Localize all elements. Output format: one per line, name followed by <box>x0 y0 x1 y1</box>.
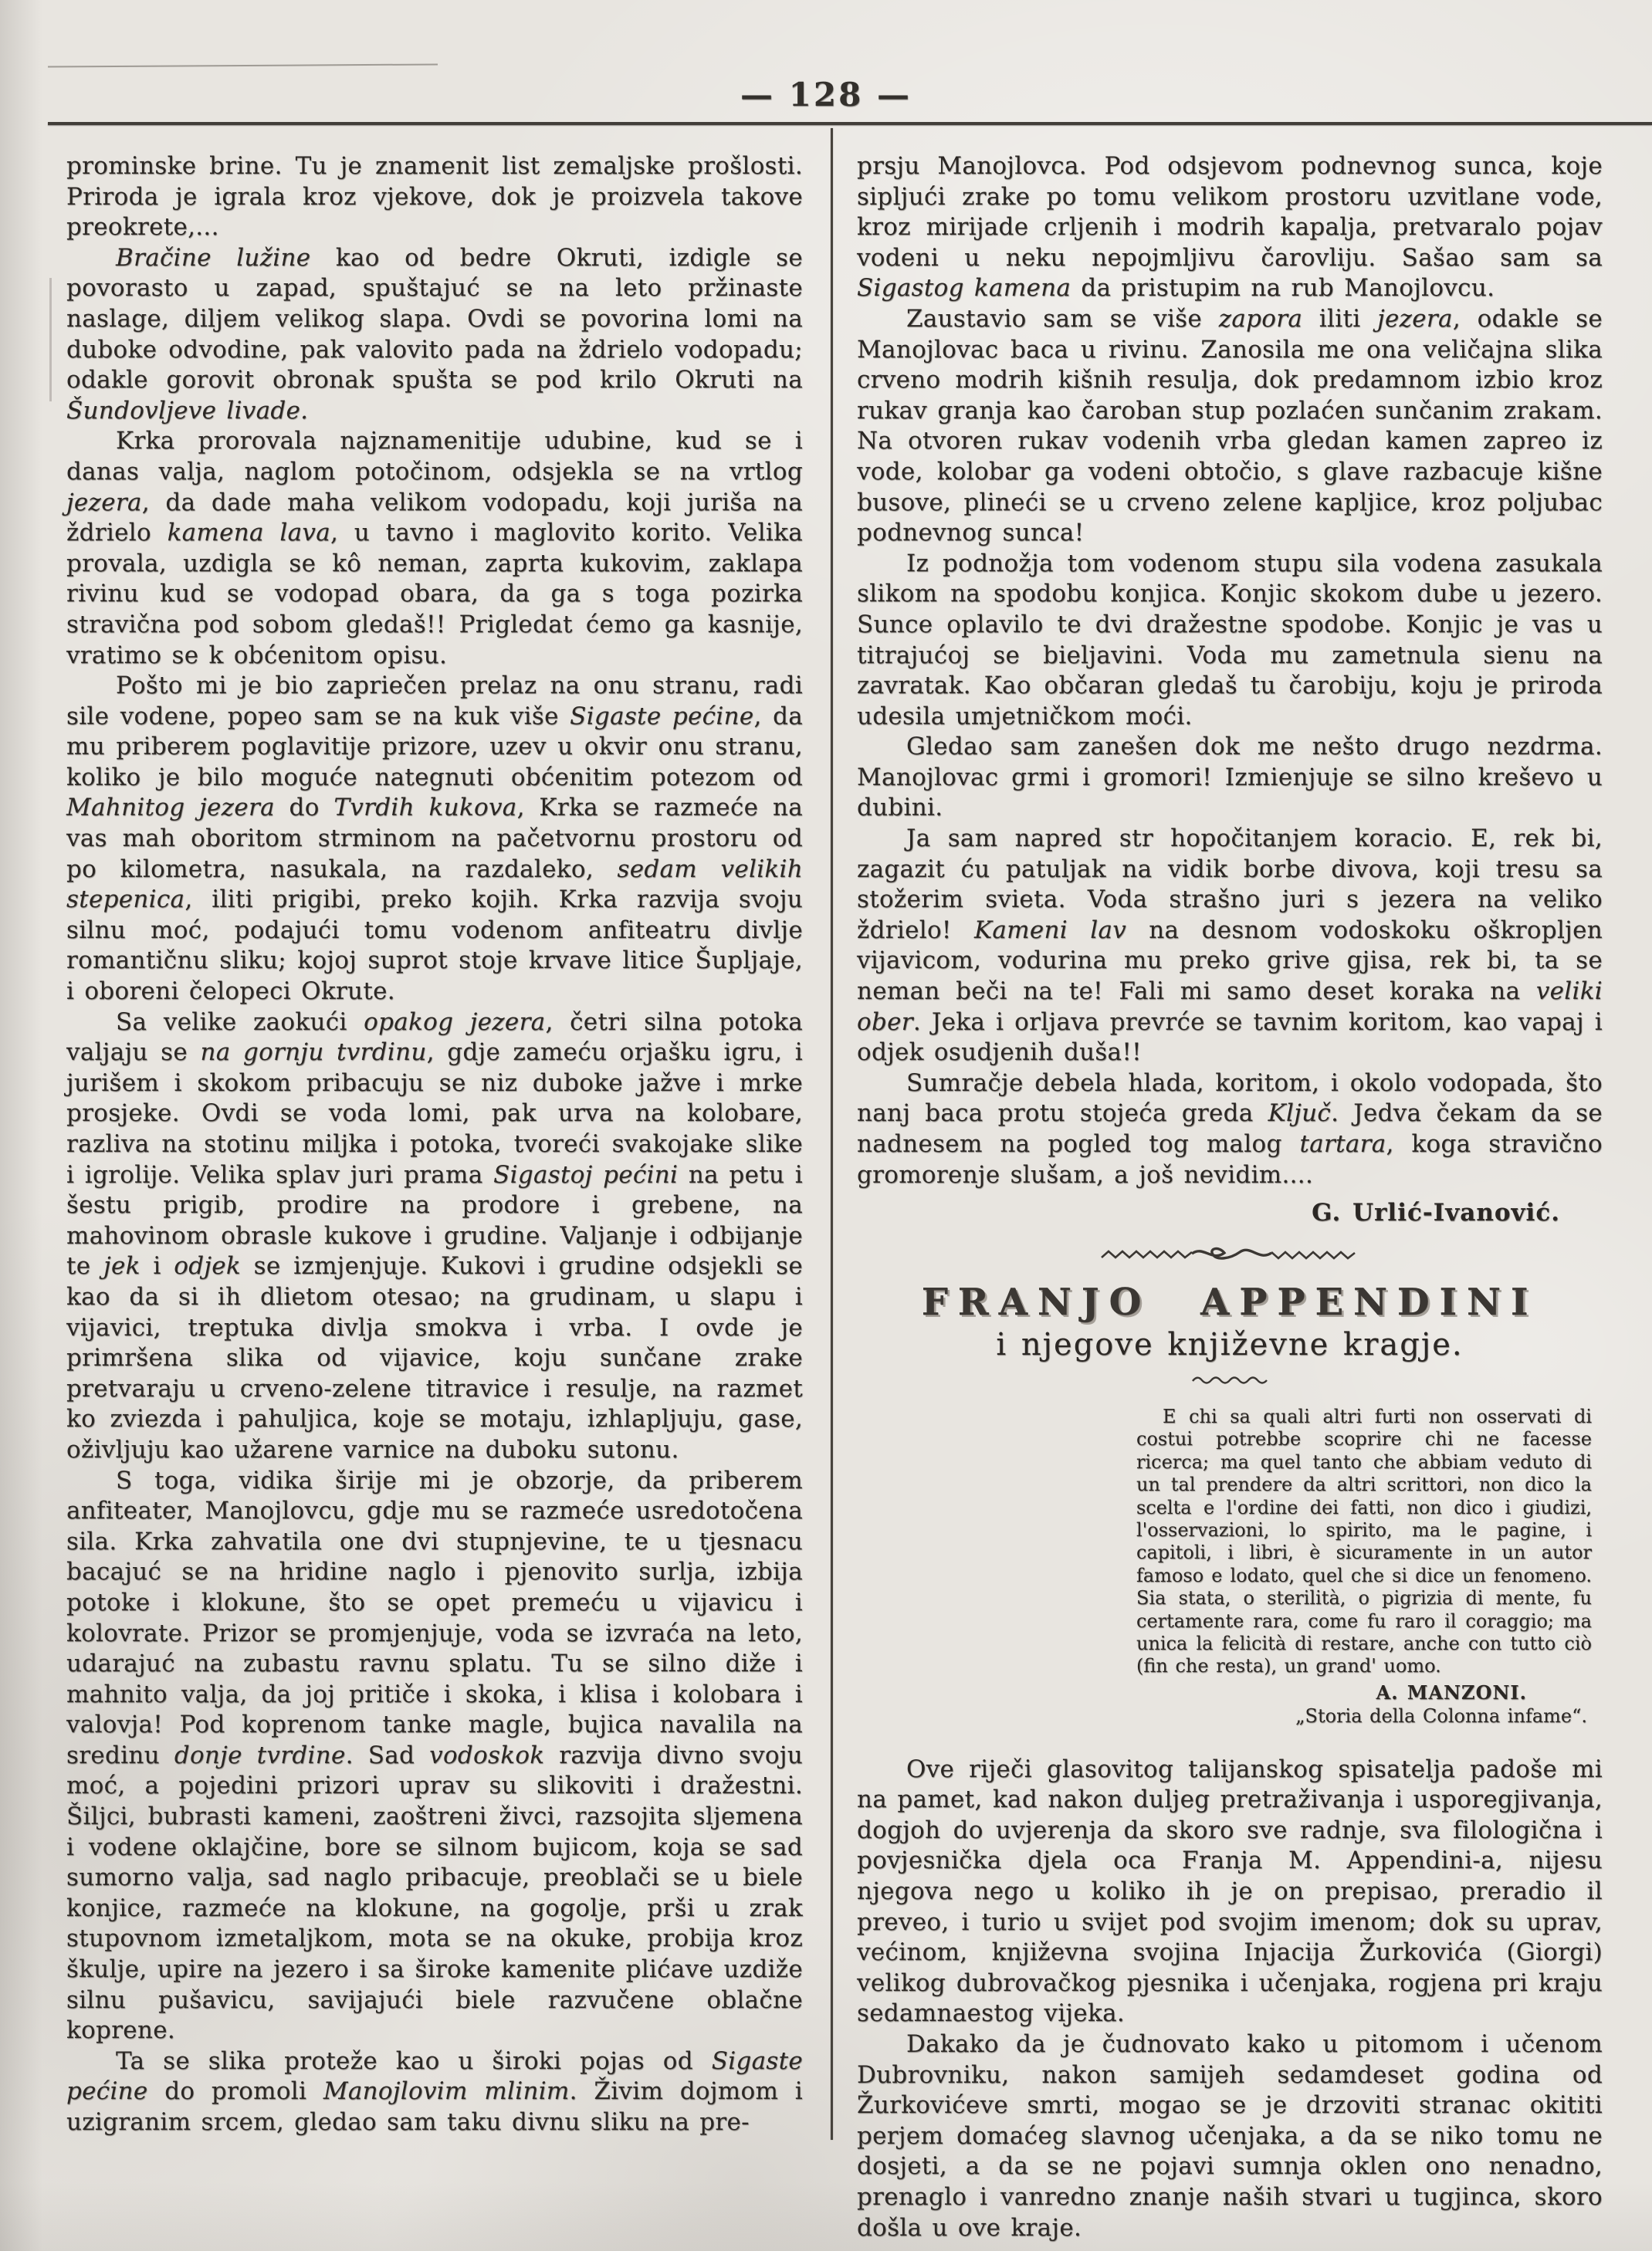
left-column <box>66 151 803 2138</box>
paragraph: Zaustavio sam se više zapora iliti jezera, odakle se Manojlovac baca u rivinu. Zanosila me ona veličajna slika crveno modrih kišnih resulja, dok predamnom izbio kroz rukav granja kao čaroban stup pozlaćen sunčanim zrakam. Na otvoren rukav vodenih vrba gledan kamen zapreo iz vode, kolobar ga vodeni obtočio, s glave razbacuje kišne busove, plineći se u crveno zelene kapljice, kroz poljubac podnevnog sunca! <box>857 304 1603 547</box>
paragraph: Pošto mi je bio zapriečen prelaz na onu stranu, radi sile vodene, popeo sam se na kuk više Sigaste pećine, da mu priberem poglavitije prizore, uzev u okvir onu stranu, koliko je bilo moguće nategnuti obćenitim potezom od Mahnitog jezera do Tvrdih kukova, Krka se razmeće na vas mah oboritom strminom na pačetvornu prostoru od po kilometra, nasukala, na razdaleko, sedam velikih stepenica, iliti prigibi, preko kojih. Krka razvija svoju silnu moć, podajući tomu vodenom anfiteatru divlje romantičnu sliku; kojoj suprot stoje krvave litice Šupljaje, i oboreni čelopeci Okrute. <box>66 672 803 1006</box>
scan-artifact-mark <box>49 278 52 401</box>
quote-block <box>1136 1406 1592 1728</box>
column-divider <box>831 128 833 2140</box>
scan-artifact-line <box>48 63 438 67</box>
article-title: FRANJO APPENDINI <box>921 1280 1539 1324</box>
article-subtitle: i njegove književne kragje. <box>996 1327 1464 1363</box>
quote-source: „Storia della Colonna infame“. <box>1295 1705 1587 1728</box>
paragraph: Ta se slika proteže kao u široki pojas od Sigaste pećine do promoli Manojlovim mlinim. Živim dojmom i uzigranim srcem, gledao sam taku divnu sliku na pre- <box>66 2046 803 2136</box>
wave-ornament-icon <box>1190 1373 1270 1386</box>
paragraph: Sumračje debela hlada, koritom, i okolo vodopada, što nanj baca protu stojeća greda Ključ. Jedva čekam da se nadnesem na pogled tog malog tartara, koga stravično gromorenje slušam, a još nevidim.... <box>857 1068 1603 1189</box>
flourish-divider-icon <box>1099 1241 1361 1266</box>
paragraph: Ja sam napred str hopočitanjem koracio. E, rek bi, zagazit ću patuljak na vidik borbe divova, koji tresu sa stožerim svieta. Voda strašno juri s jezera na veliko ždrielo! Kameni lav na desnom vodoskoku oškropljen vijavicom, vodurina mu preko grive gjisa, rek bi, ta se neman beči na te! Fali mi samo deset koraka na veliki ober. Jeka i orljava prevrće se tavnim koritom, kao vapaj i odjek osudjenih duša!! <box>857 824 1603 1067</box>
page-number: — 128 — <box>740 76 912 113</box>
paragraph: S toga, vidika širije mi je obzorje, da priberem anfiteater, Manojlovcu, gdje mu se razmeće usredotočena sila. Krka zahvatila one dvi stupnjevine, te u tjesnacu bacajuć se na hridine naglo i pjenovito surlja, izbija potoke i klokune, što se opet premeću u vijavicu i kolovrate. Prizor se promjenjuje, voda se izvraća na leto, udarajuć na zubastu ravnu splatu. Tu se silno diže i mahnito valja, da joj pritiče i skoka, i klisa i kolobara i valovja! Pod koprenom tanke magle, bujica navalila na sredinu donje tvrdine. Sad vodoskok razvija divno svoju moć, a pojedini prizori uprav su slikoviti i dražestni. Šiljci, bubrasti kameni, zaoštreni živci, razsojita sljemena i vodene oklajčine, bore se silnom bujicom, koja se sad sumorno valja, sad naglo pribacuje, preoblači se u biele konjice, razmeće na klokune, na gogolje, prši u zrak stupovnom izmetaljkom, mota se na okuke, probija kroz škulje, upire na jezero i sa široke kamenite plićave uzdiže silnu pušavicu, savijajući biele razvučene oblačne koprene. <box>66 1466 803 2045</box>
header-rule <box>48 122 1652 125</box>
author-signature: G. Urlić-Ivanović. <box>1312 1199 1560 1227</box>
paragraph: Sa velike zaokući opakog jezera, četri silna potoka valjaju se na gornju tvrdinu, gdje zameću orjašku igru, i jurišem i skokom pribacuju se niz duboke jažve i mrke prosjeke. Ovdi se voda lomi, pak urva na kolobare, razliva na stotinu miljka i potoka, tvoreći svakojake slike i igrolije. Velika splav juri prama Sigastoj pećini na petu i šestu prigib, prodire na prodore i grebene, na mahovinom obrasle kukove i grudine. Valjanje i odbijanje te jek i odjek se izmjenjuje. Kukovi i grudine odsjekli se kao da si ih dlietom otesao; na grudinam, u slapu i vijavici, treptuka divlja smokva i vrba. I ovde je primršena slika od vijavice, koju sunčane zrake pretvaraju u crveno-zelene titravice i resulje, na razmet ko zviezda i pahuljica, koje se motaju, izhlapljuju, gase, oživljuju kao užarene varnice na duboku sutonu. <box>66 1007 804 1464</box>
paragraph: Bračine lužine kao od bedre Okruti, izdigle se povorasto u zapad, spuštajuć se na leto pržinaste naslage, diljem velikog slapa. Ovdi se povorina lomi na duboke odvodine, pak valovito pada na ždrielo vodopadu; odakle gorovit obronak spušta se pod krilo Okruti na Šundovljeve livade. <box>66 243 803 425</box>
paragraph: prsju Manojlovca. Pod odsjevom podnevnog sunca, koje sipljući zrake po tomu velikom prostoru uzvitlane vode, kroz mirijade crljenih i modrih kapalja, pretvaralo pojav vodeni u neku nepojmljivu čarovliju. Sašao sam sa Sigastog kamena da pristupim na rub Manojlovcu. <box>857 152 1603 303</box>
paragraph: Gledao sam zanešen dok me nešto drugo nezdrma. Manojlovac grmi i gromori! Izmienjuje se silno kreševo u dubini. <box>857 733 1603 822</box>
paragraph: Dakako da je čudnovato kako u pitomom i učenom Dubrovniku, nakon samijeh sedamdeset godina od Žurkovićeve smrti, mogao se je drzoviti stranac okititi perjem domaćeg slavnog učenjaka, a da se niko tomu ne dosjeti, a da se ne pojavi sumnja oklen ono nenadno, prenaglo i vanredno znanje naših stvari u tugjinca, skoro došla u ove kraje. <box>857 2030 1603 2242</box>
paragraph: Iz podnožja tom vodenom stupu sila vodena zasukala slikom na spodobu konjica. Konjic skokom dube u jezero. Sunce oplavilo te dvi dražestne spodobe. Konjic je vas u titrajućoj se bieljavini. Voda mu zametnula sienu na zavratak. Kao občaran gledaš tu čarobiju, koju je priroda udesila umjetničkom moći. <box>857 549 1603 730</box>
quote-attribution: A. MANZONI. <box>1376 1681 1527 1704</box>
quote-text: E chi sa quali altri furti non osservati di costui potrebbe scoprire chi ne facesse ricerca; ma quel tanto che abbiam veduto di un tal prendere da altri scrittori, non dico la scelta e l'ordine dei fatti, non dico i giudizi, l'osservazioni, lo spirito, ma le pagine, i capitoli, i libri, è sicuramente in un autor famoso e lodato, quel che si dice un fenomeno. Sia stata, o sterilità, o pigrizia di mente, fu certamente rara, come fu raro il coraggio; ma unica la felicità di restare, anche con tutto ciò (fin che resta), un grand' uomo. <box>1136 1405 1592 1677</box>
right-column <box>857 151 1603 2243</box>
paragraph: prominske brine. Tu je znamenit list zemaljske prošlosti. Priroda je igrala kroz vjekove, dok je proizvela takove preokrete,... <box>66 152 803 242</box>
paragraph: Krka prorovala najznamenitije udubine, kud se i danas valja, naglom potočinom, odsjekla se na vrtlog jezera, da dade maha velikom vodopadu, koji juriša na ždrielo kamena lava, u tavno i maglovito korito. Velika provala, uzdigla se kô neman, zaprta kukovim, zaklapa rivinu kud se vodopad obara, da ga s toga pozirka stravična pod sobom gledaš!! Prigledat ćemo ga kasnije, vratimo se k obćenitom opisu. <box>66 427 803 669</box>
paragraph: Ove riječi glasovitog talijanskog spisatelja padoše mi na pamet, kad nakon duljeg pretraživanja i usporegjivanja, dogjoh do uvjerenja da skoro sve radnje, sva filologična i povjesnička djela oca Franja M. Appendini-a, nijesu njegova nego u koliko ih je on prepisao, preradio il preveo, i turio u svijet pod svojim imenom; dok su uprav, većinom, književna svojina Injacija Žurkovića (Giorgi) velikog dubrovačkog pjesnika i učenjaka, rogjena pri kraju sedamnaestog vijeka. <box>857 1755 1603 2028</box>
